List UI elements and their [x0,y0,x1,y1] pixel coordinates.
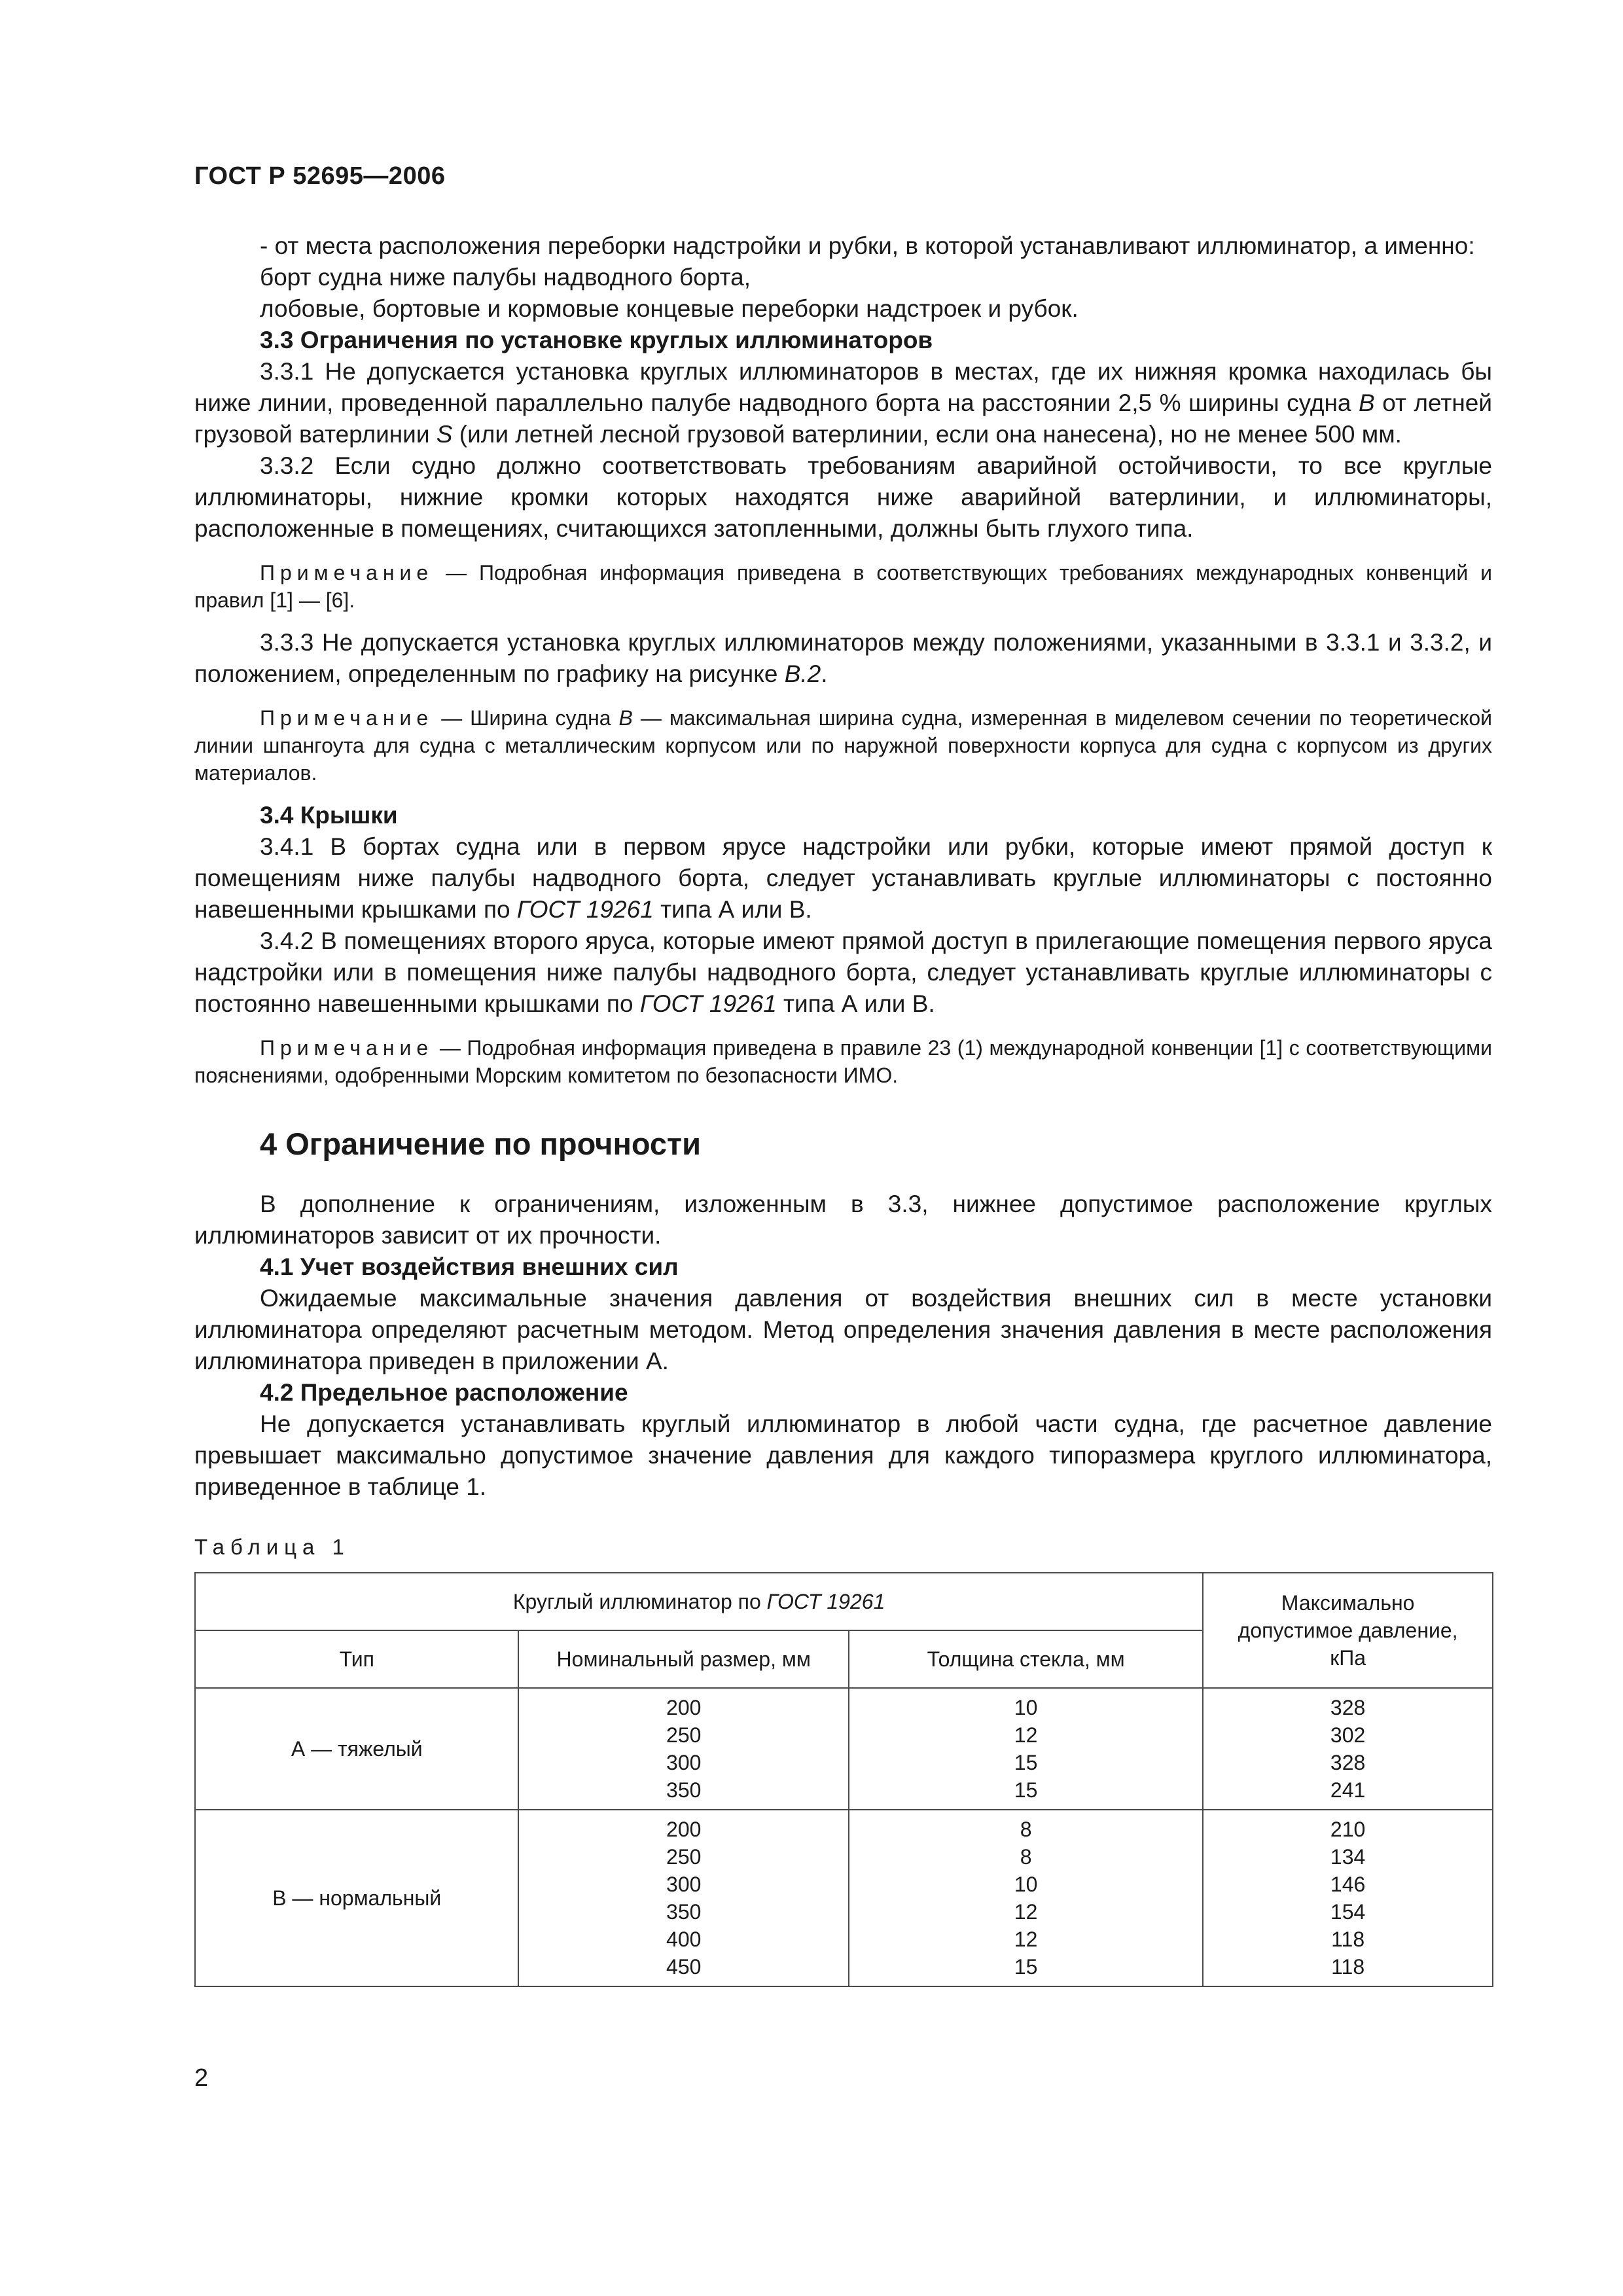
table-header-pressure: Максимально допустимое давление, кПа [1203,1573,1493,1688]
table-header-type: Тип [195,1630,518,1688]
paragraph-4-2: Не допускается устанавливать круглый иллюминатор в любой части судна, где расчетное давление превышает максимально допустимое значение давления для каждого типоразмера круглого иллюминатора, приведенное в таблице 1. [194,1410,1492,1500]
paragraph-4-intro: В дополнение к ограничениям, изложенным в 3.3, нижнее допустимое расположение круглых иллюминаторов зависит от их прочности. [194,1191,1492,1249]
table-header-thickness: Толщина стекла, мм [849,1630,1203,1688]
paragraph-3-4-2: 3.4.2 В помещениях второго яруса, которые имеют прямой доступ в прилегающие помещения первого яруса надстройки или в помещения ниже палубы надводного борта, следует устанавливать круглые иллюминаторы с постоянно навешенными крышками по ГОСТ 19261 типа А или В. [194,927,1492,1017]
table-header-size: Номинальный размер, мм [518,1630,848,1688]
heading-3-4: 3.4 Крышки [260,802,398,829]
table-group-header: Круглый иллюминатор по ГОСТ 19261 [195,1573,1203,1630]
paragraph-3-3-2: 3.3.2 Если судно должно соответствовать требованиям аварийной остойчивости, то все круглые иллюминаторы, нижние кромки которых находятся ниже аварийной ватерлинии, и иллюминаторы, расположенные в помещениях, считающихся затопленными, должны быть глухого типа. [194,452,1492,542]
cell-pressure: 210 134 146 154 118 118 [1203,1810,1493,1986]
heading-section-4: 4 Ограничение по прочности [260,1126,701,1161]
table-row [195,1810,1493,1986]
list-item-board: борт судна ниже палубы надводного борта, [260,264,751,291]
note-3: Примечание — Подробная информация приведена в правиле 23 (1) международной конвенции [1] с соответствующими пояснениями, одобренными Морским комитетом по безопасности ИМО. [194,1036,1492,1087]
document-header: ГОСТ Р 52695—2006 [194,162,446,190]
table-row [195,1688,1493,1810]
cell-sizes: 200 250 300 350 400 450 [518,1810,848,1986]
paragraph-3-3-1: 3.3.1 Не допускается установка круглых иллюминаторов в местах, где их нижняя кромка находилась бы ниже линии, проведенной параллельно палубе надводного борта на расстоянии 2,5 % ширины судна B от летней грузовой ватерлинии S (или летней лесной грузовой ватерлинии, если она нанесена), но не менее 500 мм. [194,358,1492,448]
page-number: 2 [194,2064,209,2092]
cell-type: В — нормальный [195,1810,518,1986]
cell-type: А — тяжелый [195,1688,518,1810]
table-caption: Таблица 1 [194,1535,350,1559]
heading-4-2: 4.2 Предельное расположение [260,1379,628,1406]
paragraph-4-1: Ожидаемые максимальные значения давления от воздействия внешних сил в месте установки иллюминатора определяют расчетным методом. Метод определения значения давления в месте расположения иллюминатора приведен в приложении А. [194,1285,1492,1374]
cell-pressure: 328 302 328 241 [1203,1688,1493,1810]
list-item-bulkheads: лобовые, бортовые и кормовые концевые переборки надстроек и рубок. [260,295,1079,322]
page-content [194,230,1492,1987]
heading-4-1: 4.1 Учет воздействия внешних сил [260,1253,679,1280]
cell-sizes: 200 250 300 350 [518,1688,848,1810]
note-2: Примечание — Ширина судна В — максимальная ширина судна, измеренная в миделевом сечении по теоретической линии шпангоута для судна с металлическим корпусом или по наружной поверхности корпуса для судна с корпусом из других материалов. [194,706,1493,785]
paragraph-location: - от места расположения переборки надстройки и рубки, в которой устанавливают иллюминатор, а именно: [260,232,1475,259]
note-1: Примечание — Подробная информация приведена в соответствующих требованиях международных конвенций и правил [1] — [6]. [194,561,1492,612]
cell-thickness: 8 8 10 12 12 15 [849,1810,1203,1986]
porthole-table [194,1572,1493,1987]
cell-thickness: 10 12 15 15 [849,1688,1203,1810]
paragraph-3-4-1: 3.4.1 В бортах судна или в первом ярусе надстройки или рубки, которые имеют прямой доступ к помещениям ниже палубы надводного борта, следует устанавливать круглые иллюминаторы с постоянно навешенными крышками по ГОСТ 19261 типа А или В. [194,833,1492,923]
heading-3-3: 3.3 Ограничения по установке круглых иллюминаторов [260,327,933,353]
paragraph-3-3-3: 3.3.3 Не допускается установка круглых иллюминаторов между положениями, указанными в 3.3.1 и 3.3.2, и положением, определенным по графику на рисунке В.2. [194,629,1492,687]
